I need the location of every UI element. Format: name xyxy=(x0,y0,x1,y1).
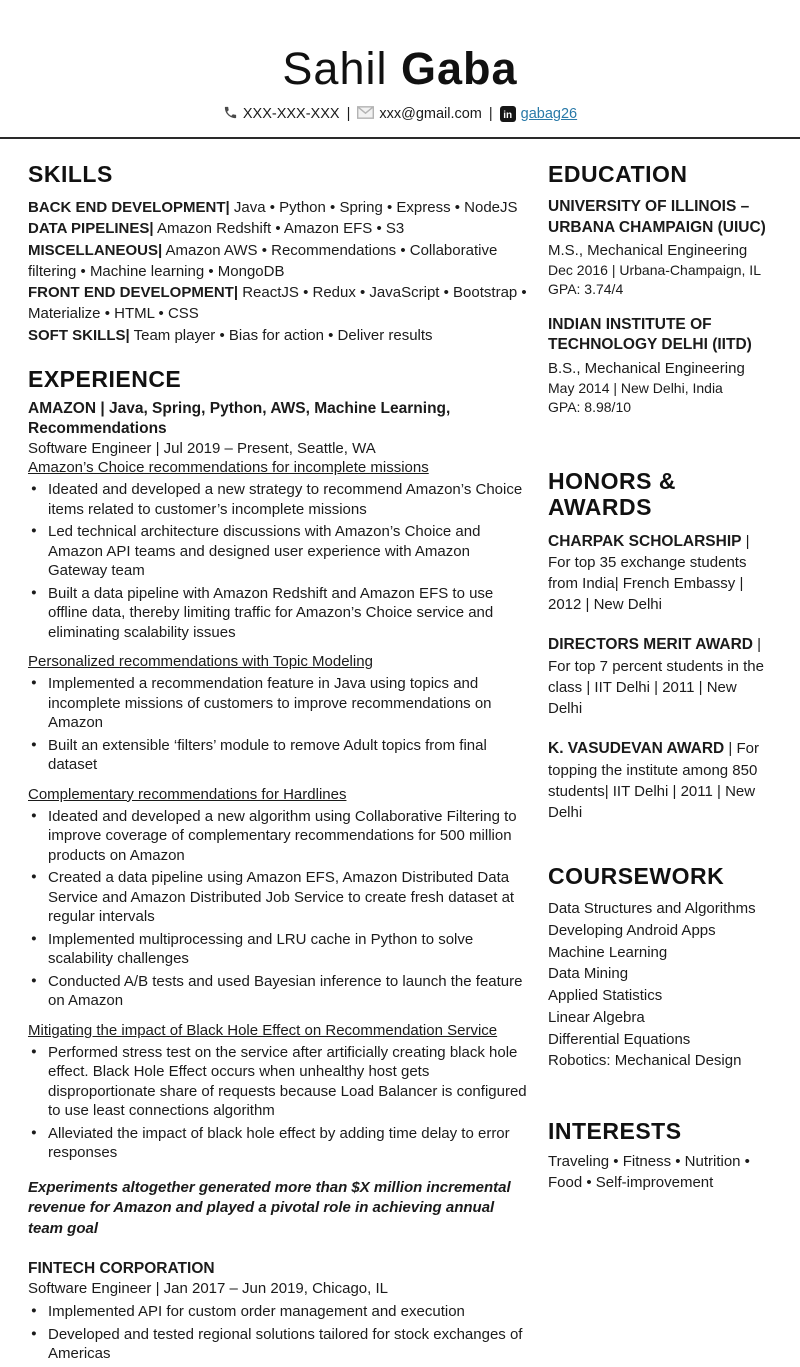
project xyxy=(28,653,533,775)
phone-item xyxy=(223,105,340,124)
school-gpa: GPA: 3.74/4 xyxy=(548,281,624,298)
school-name: UNIVERSITY OF ILLINOIS – URBANA CHAMPAIGN (UIUC) xyxy=(548,197,766,236)
bullet: ● Created a data pipeline using Amazon EFS, Amazon Distributed Data Service and Amazon Distributed Job Service to create fresh dataset at regular intervals xyxy=(28,868,533,927)
coursework-title: COURSEWORK xyxy=(548,862,725,889)
person-name xyxy=(0,44,800,94)
skill-line xyxy=(28,325,533,346)
award-detail: | For topping the institute among 850 students| IIT Delhi | 2011 | New Delhi xyxy=(548,740,759,821)
header xyxy=(0,0,800,139)
award-detail: | For top 35 exchange students from India| French Embassy | 2012 | New Delhi xyxy=(548,532,750,614)
experience-section xyxy=(28,366,533,1364)
linkedin-item xyxy=(500,106,577,122)
school-degree: M.S., Mechanical Engineering xyxy=(548,242,748,260)
course-item: Linear Algebra xyxy=(548,1008,645,1026)
skill-line xyxy=(28,282,533,325)
left-column xyxy=(28,161,533,1367)
skill-category: DATA PIPELINES| xyxy=(28,220,154,238)
job-fintech xyxy=(28,1259,533,1364)
bullet-list xyxy=(28,807,533,1011)
skill-line xyxy=(28,197,533,218)
phone-number: XXX-XXX-XXX xyxy=(242,106,340,122)
course-item: Machine Learning xyxy=(548,943,668,961)
school-degree: B.S., Mechanical Engineering xyxy=(548,360,745,378)
school-iitd xyxy=(548,315,775,418)
bullet: ● Built an extensible ‘filters’ module to remove Adult topics from final dataset xyxy=(28,736,533,775)
skill-line xyxy=(28,240,533,283)
linkedin-link[interactable]: gabag26 xyxy=(520,106,578,122)
school-gpa: GPA: 8.98/10 xyxy=(548,399,632,416)
interests-section xyxy=(548,1118,775,1193)
bullet: ● Alleviated the impact of black hole effect by adding time delay to error responses xyxy=(28,1124,533,1163)
contact-row xyxy=(0,105,800,124)
skill-values: Team player • Bias for action • Deliver results xyxy=(129,326,433,344)
school-uiuc xyxy=(548,197,775,300)
bullet-list xyxy=(28,480,533,642)
bullet: ● Implemented API for custom order management and execution xyxy=(28,1302,533,1322)
skill-values: ReactJS • Redux • JavaScript • Bootstrap • Materialize • HTML • CSS xyxy=(28,284,527,323)
course-item: Robotics: Mechanical Design xyxy=(548,1052,742,1070)
bullet: ● Performed stress test on the service after artificially creating black hole effect. Black Hole Effect occurs when unhealthy host gets disproportionate share of requests because Load Balancer is configured to use least connections algorithm xyxy=(28,1043,533,1121)
award-name: DIRECTORS MERIT AWARD xyxy=(548,636,753,654)
separator: | xyxy=(346,106,351,122)
project-heading: Amazon’s Choice recommendations for incomplete missions xyxy=(28,459,429,477)
last-name: Gaba xyxy=(401,43,518,94)
skills-section xyxy=(28,161,533,347)
right-column xyxy=(548,161,775,1367)
bullet: ● Developed and tested regional solutions tailored for stock exchanges of Americas xyxy=(28,1325,533,1364)
interests-text: Traveling • Fitness • Nutrition • Food • Self-improvement xyxy=(548,1152,750,1191)
bullet: ● Built a data pipeline with Amazon Redshift and Amazon EFS to use offline data, thereby limiting traffic for Amazon’s Choice service and eliminating scalability issues xyxy=(28,584,533,643)
project-heading: Personalized recommendations with Topic Modeling xyxy=(28,653,373,671)
skill-category: BACK END DEVELOPMENT| xyxy=(28,198,230,216)
job-amazon xyxy=(28,399,533,1239)
project xyxy=(28,1022,533,1163)
job-company-line: FINTECH CORPORATION xyxy=(28,1259,215,1277)
course-item: Data Mining xyxy=(548,965,629,983)
interests-title: INTERESTS xyxy=(548,1118,682,1145)
job-company-line: AMAZON | Java, Spring, Python, AWS, Machine Learning, Recommendations xyxy=(28,400,451,437)
course-item: Data Structures and Algorithms xyxy=(548,900,756,918)
skills-title: SKILLS xyxy=(28,160,113,187)
bullet: ● Implemented a recommendation feature in Java using topics and incomplete missions of customers to improve recommendations on Amazon xyxy=(28,674,533,733)
education-section xyxy=(548,161,775,418)
bullet: ● Implemented multiprocessing and LRU cache in Python to solve scalability challenges xyxy=(28,930,533,969)
separator: | xyxy=(488,106,493,122)
first-name: Sahil xyxy=(282,43,388,94)
award xyxy=(548,738,775,823)
content-columns xyxy=(0,139,800,1367)
project-heading: Mitigating the impact of Black Hole Effect on Recommendation Service xyxy=(28,1021,498,1039)
skill-values: Java • Python • Spring • Express • NodeJS xyxy=(229,198,518,216)
school-date-location: Dec 2016 | Urbana-Champaign, IL xyxy=(548,261,761,278)
school-name: INDIAN INSTITUTE OF TECHNOLOGY DELHI (IITD) xyxy=(548,315,752,354)
experience-title: EXPERIENCE xyxy=(28,366,182,393)
email-item xyxy=(357,106,482,123)
impact-note: Experiments altogether generated more than $X million incremental revenue for Amazon and played a pivotal role in achieving annual team goal xyxy=(28,1178,511,1238)
bullet-list xyxy=(28,674,533,775)
honors-title: HONORS & AWARDS xyxy=(548,467,676,521)
honors-section xyxy=(548,468,775,823)
project-heading: Complementary recommendations for Hardlines xyxy=(28,785,347,803)
bullet: ● Ideated and developed a new strategy to recommend Amazon’s Choice items related to customer’s incomplete missions xyxy=(28,480,533,519)
skill-line xyxy=(28,218,533,239)
award-name: CHARPAK SCHOLARSHIP xyxy=(548,532,742,550)
course-item: Developing Android Apps xyxy=(548,921,716,939)
skill-category: MISCELLANEOUS| xyxy=(28,241,163,259)
bullet: ● Led technical architecture discussions with Amazon’s Choice and Amazon API teams and designed user experience with Amazon Gateway team xyxy=(28,522,533,581)
skill-category: FRONT END DEVELOPMENT| xyxy=(28,284,239,302)
education-title: EDUCATION xyxy=(548,160,688,187)
job-role-line: Software Engineer | Jan 2017 – Jun 2019, Chicago, IL xyxy=(28,1280,388,1298)
award xyxy=(548,531,775,616)
linkedin-icon: in xyxy=(500,106,516,122)
bullet: ● Conducted A/B tests and used Bayesian inference to launch the feature on Amazon xyxy=(28,972,533,1011)
envelope-icon xyxy=(357,106,374,123)
job-role-line: Software Engineer | Jul 2019 – Present, Seattle, WA xyxy=(28,440,376,458)
email-address: xxx@gmail.com xyxy=(379,106,482,122)
course-item: Differential Equations xyxy=(548,1030,691,1048)
skill-category: SOFT SKILLS| xyxy=(28,326,130,344)
skill-values: Amazon Redshift • Amazon EFS • S3 xyxy=(153,220,405,238)
award xyxy=(548,634,775,719)
skill-values: Amazon AWS • Recommendations • Collaborative filtering • Machine learning • MongoDB xyxy=(28,241,498,280)
bullet-list xyxy=(28,1043,533,1163)
bullet-list xyxy=(28,1302,533,1364)
school-date-location: May 2014 | New Delhi, India xyxy=(548,379,723,396)
project xyxy=(28,786,533,1011)
project xyxy=(28,459,533,642)
phone-icon xyxy=(223,105,238,124)
coursework-section xyxy=(548,863,775,1072)
bullet: ● Ideated and developed a new algorithm using Collaborative Filtering to improve coverage of complementary recommendations for 500 million products on Amazon xyxy=(28,807,533,866)
award-name: K. VASUDEVAN AWARD xyxy=(548,740,725,757)
award-detail: | For top 7 percent students in the class | IIT Delhi | 2011 | New Delhi xyxy=(548,636,764,717)
course-item: Applied Statistics xyxy=(548,987,663,1005)
